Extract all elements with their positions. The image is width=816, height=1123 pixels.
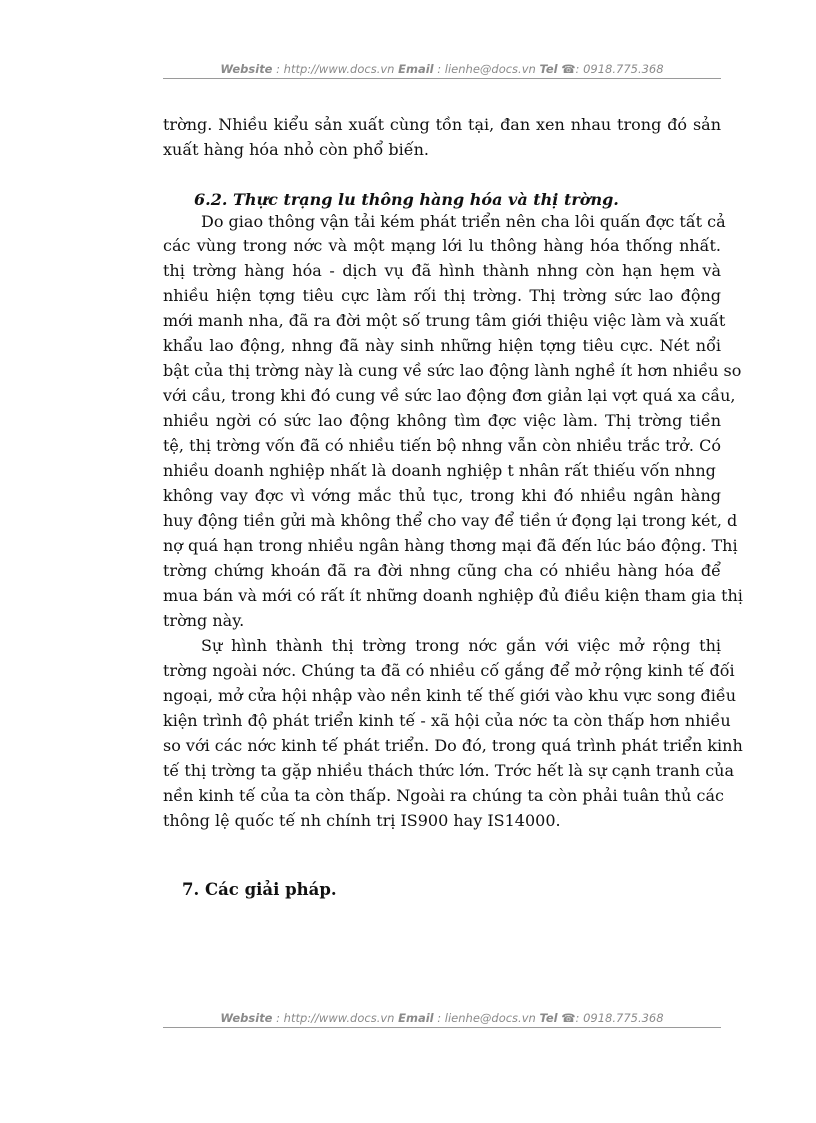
section-6-2-heading: 6.2. Thực trạng lu thông hàng hóa và thị trờng.	[194, 190, 619, 209]
email-label: Email	[398, 62, 434, 76]
paragraph-line: tế thị trờng ta gặp nhiều thách thức lớn. Trớc hết là sự cạnh tranh của	[163, 761, 735, 780]
phone-number: ☎: 0918.775.368	[561, 1011, 664, 1025]
tel-label: Tel	[539, 1011, 558, 1025]
email-address: : lienhe@docs.vn	[437, 1011, 536, 1025]
website-label: Website	[220, 1011, 273, 1025]
tel-label: Tel	[539, 62, 558, 76]
paragraph-line: kiện trình độ phát triển kinh tế - xã hội của nớc ta còn thấp hơn nhiều	[163, 711, 731, 730]
paragraph-line: so với các nớc kinh tế phát triển. Do đó, trong quá trình phát triển kinh	[163, 736, 743, 755]
paragraph-line: ngoại, mở cửa hội nhập vào nền kinh tế thế giới vào khu vực song điều	[163, 686, 737, 705]
email-address: : lienhe@docs.vn	[437, 62, 536, 76]
paragraph-line: các vùng trong nớc và một mạng lới lu thông hàng hóa thống nhất.	[163, 236, 721, 255]
paragraph-line: trờng ngoài nớc. Chúng ta đã có nhiều cố gắng để mở rộng kinh tế đối	[163, 661, 735, 680]
paragraph-line: trờng này.	[163, 611, 245, 630]
page-footer	[163, 1011, 721, 1025]
paragraph-line: nhiều hiện tợng tiêu cực làm rối thị trờng. Thị trờng sức lao động	[163, 286, 721, 305]
email-label: Email	[398, 1011, 434, 1025]
paragraph-line: Do giao thông vận tải kém phát triển nên cha lôi quấn đợc tất cả	[201, 212, 726, 231]
website-url: : http://www.docs.vn	[276, 1011, 395, 1025]
paragraph-line: khẩu lao động, nhng đã này sinh những hiện tợng tiêu cực. Nét nổi	[163, 336, 721, 355]
paragraph-line: với cầu, trong khi đó cung về sức lao động đơn giản lại vợt quá xa cầu,	[163, 386, 736, 405]
paragraph-line: Sự hình thành thị trờng trong nớc gắn với việc mở rộng thị	[201, 636, 721, 655]
paragraph-line: mới manh nha, đã ra đời một số trung tâm giới thiệu việc làm và xuất	[163, 311, 726, 330]
paragraph-line: nền kinh tế của ta còn thấp. Ngoài ra chúng ta còn phải tuân thủ các	[163, 786, 724, 805]
intro-line: xuất hàng hóa nhỏ còn phổ biến.	[163, 140, 430, 159]
paragraph-line: mua bán và mới có rất ít những doanh nghiệp đủ điều kiện tham gia thị	[163, 586, 743, 605]
paragraph-line: nhiều doanh nghiệp nhất là doanh nghiệp t nhân rất thiếu vốn nhng	[163, 461, 716, 480]
paragraph-line: huy động tiền gửi mà không thể cho vay để tiền ứ đọng lại trong két, d	[163, 511, 738, 530]
section-7-heading: 7. Các giải pháp.	[182, 880, 337, 899]
website-label: Website	[220, 62, 273, 76]
header-divider	[163, 78, 721, 79]
paragraph-line: nợ quá hạn trong nhiều ngân hàng thơng mại đã đến lúc báo động. Thị	[163, 536, 738, 555]
paragraph-line: thị trờng hàng hóa - dịch vụ đã hình thành nhng còn hạn hẹm và	[163, 261, 721, 280]
paragraph-line: trờng chứng khoán đã ra đời nhng cũng cha có nhiều hàng hóa để	[163, 561, 721, 580]
paragraph-line: bật của thị trờng này là cung về sức lao động lành nghề ít hơn nhiều so	[163, 361, 742, 380]
website-url: : http://www.docs.vn	[276, 62, 395, 76]
intro-line: trờng. Nhiều kiểu sản xuất cùng tồn tại, đan xen nhau trong đó sản	[163, 115, 721, 134]
paragraph-line: nhiều ngời có sức lao động không tìm đợc việc làm. Thị trờng tiền	[163, 411, 721, 430]
paragraph-line: thông lệ quốc tế nh chính trị IS900 hay IS14000.	[163, 811, 561, 830]
paragraph-line: tệ, thị trờng vốn đã có nhiều tiến bộ nhng vẫn còn nhiều trắc trở. Có	[163, 436, 721, 455]
page-header	[163, 62, 721, 76]
phone-number: ☎: 0918.775.368	[561, 62, 664, 76]
footer-divider	[163, 1027, 721, 1028]
paragraph-line: không vay đợc vì vớng mắc thủ tục, trong khi đó nhiều ngân hàng	[163, 486, 721, 505]
